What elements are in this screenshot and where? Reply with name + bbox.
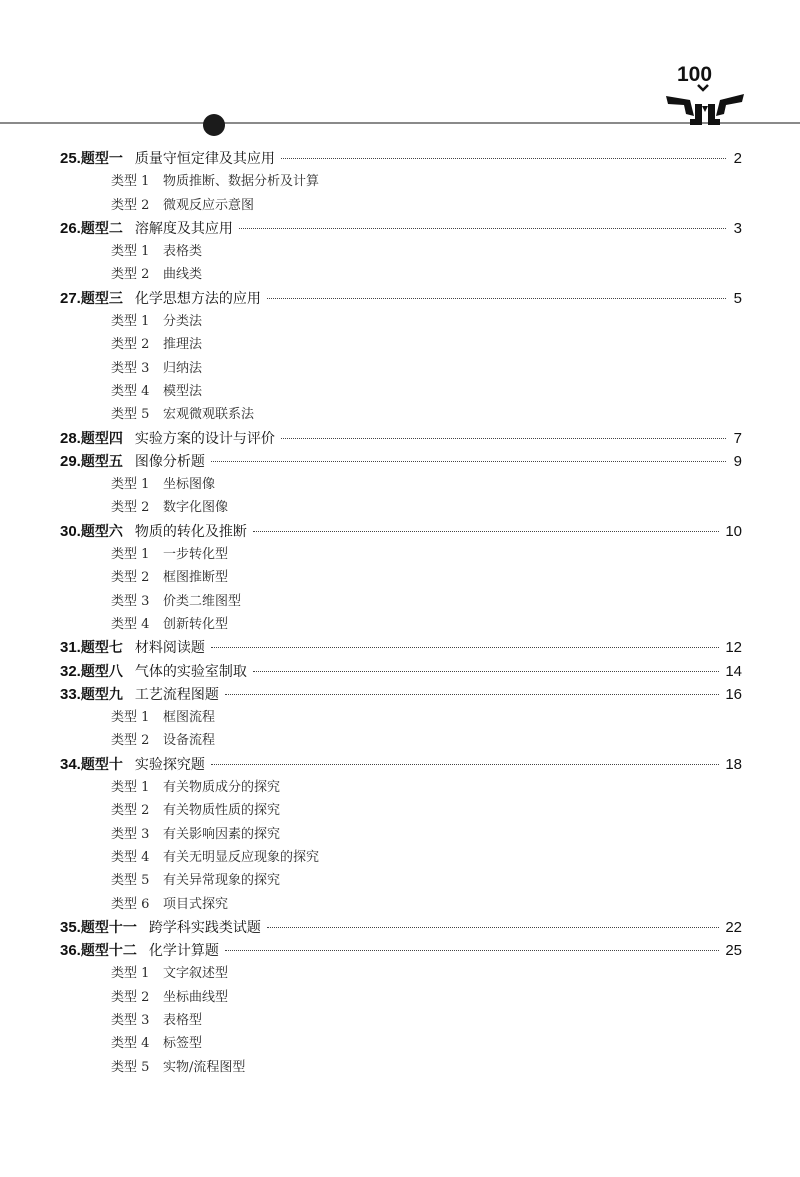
toc-entry-kind: 题型四 [80, 430, 123, 447]
toc-subentry-label: 类型 1 [111, 244, 150, 260]
toc-subentry[interactable] [60, 1032, 742, 1055]
toc-subentry-label: 类型 1 [111, 966, 150, 982]
toc-subentry-title: 数字化图像 [163, 500, 229, 516]
toc-entry-number: 26. [60, 219, 81, 237]
toc-subentry[interactable] [60, 893, 742, 916]
toc-entry-kind: 题型五 [80, 453, 123, 470]
toc-subentry-label: 类型 2 [111, 733, 150, 749]
toc-subentry[interactable] [60, 566, 742, 589]
toc-entry-number: 27. [60, 289, 81, 307]
toc-subentry-title: 设备流程 [163, 733, 216, 749]
toc-subentry-label: 类型 1 [111, 710, 150, 726]
dot-leader [225, 950, 719, 951]
toc-entry[interactable] [60, 660, 742, 683]
toc-subentry[interactable] [60, 333, 742, 356]
toc-entry[interactable] [60, 939, 742, 962]
toc-subentry-label: 类型 2 [111, 803, 150, 819]
toc-entry-title: 化学思想方法的应用 [134, 290, 261, 307]
toc-subentry[interactable] [60, 496, 742, 519]
toc-subentry-title: 框图流程 [163, 710, 216, 726]
dot-leader [253, 671, 719, 672]
toc-subentry[interactable] [60, 823, 742, 846]
toc-subentry-title: 文字叙述型 [163, 966, 229, 982]
toc-entry-number: 33. [60, 685, 81, 703]
dot-leader [225, 694, 719, 695]
dot-leader [211, 461, 726, 462]
toc-subentry-title: 微观反应示意图 [163, 197, 255, 213]
toc-subentry-title: 宏观微观联系法 [163, 407, 255, 423]
toc-entry-page: 7 [733, 429, 742, 447]
toc-entry-number: 32. [60, 662, 81, 680]
toc-subentry-label: 类型 5 [111, 873, 150, 889]
toc-entry-title: 质量守恒定律及其应用 [134, 151, 275, 167]
toc-subentry-title: 框图推断型 [163, 570, 229, 586]
toc-subentry-title: 归纳法 [163, 360, 203, 376]
toc-subentry[interactable] [60, 194, 742, 217]
toc-subentry-title: 实物/流程图型 [163, 1059, 246, 1075]
toc-subentry-label: 类型 4 [111, 849, 150, 865]
toc-subentry-label: 类型 5 [111, 407, 150, 423]
toc-entry[interactable] [60, 520, 742, 543]
toc-subentry-title: 价类二维图型 [163, 593, 242, 609]
toc-entry[interactable] [60, 636, 742, 659]
toc-subentry-title: 标签型 [163, 1036, 203, 1052]
toc-entry-kind: 题型六 [80, 523, 123, 540]
toc-entry[interactable] [60, 683, 742, 706]
toc-entry-title: 实验探究题 [134, 756, 205, 773]
toc-subentry-label: 类型 4 [111, 383, 150, 399]
toc-subentry[interactable] [60, 380, 742, 403]
toc-subentry-title: 分类法 [163, 314, 203, 330]
toc-subentry-label: 类型 2 [111, 197, 150, 213]
toc-subentry[interactable] [60, 986, 742, 1009]
toc-entry-title: 实验方案的设计与评价 [134, 430, 275, 447]
dot-leader [211, 764, 719, 765]
toc-subentry-title: 表格型 [163, 1012, 203, 1028]
toc-subentry-title: 推理法 [163, 337, 203, 353]
dot-leader [267, 298, 726, 299]
toc-subentry[interactable] [60, 357, 742, 380]
toc-entry-page: 3 [733, 219, 742, 237]
toc-subentry-label: 类型 3 [111, 593, 150, 609]
toc-entry-number: 30. [60, 522, 81, 540]
dot-leader [281, 158, 726, 159]
toc-subentry-title: 一步转化型 [163, 547, 229, 563]
toc-subentry-title: 曲线类 [163, 267, 203, 283]
toc-entry-title: 跨学科实践类试题 [148, 919, 261, 936]
toc-subentry[interactable] [60, 776, 742, 799]
table-of-contents [60, 147, 742, 1079]
toc-subentry-title: 坐标图像 [163, 477, 216, 493]
toc-subentry[interactable] [60, 263, 742, 286]
toc-entry-kind: 题型七 [80, 640, 123, 657]
header-dot [203, 114, 225, 136]
toc-subentry[interactable] [60, 706, 742, 729]
toc-subentry-title: 物质推断、数据分析及计算 [163, 174, 320, 190]
toc-subentry[interactable] [60, 869, 742, 892]
toc-subentry-title: 有关无明显反应现象的探究 [163, 849, 320, 865]
toc-entry-page: 5 [733, 289, 742, 307]
toc-subentry-title: 表格类 [163, 244, 203, 260]
toc-entry-kind: 题型八 [80, 663, 123, 680]
toc-entry-title: 图像分析题 [134, 453, 205, 470]
toc-subentry-title: 有关物质成分的探究 [163, 780, 281, 796]
toc-subentry-label: 类型 4 [111, 616, 150, 632]
toc-entry-number: 35. [60, 918, 81, 936]
toc-entry-kind: 题型十二 [80, 943, 137, 960]
toc-entry-title: 化学计算题 [148, 943, 219, 960]
toc-entry-kind: 题型九 [80, 686, 123, 703]
toc-entry-number: 36. [60, 942, 81, 960]
toc-entry-title: 气体的实验室制取 [134, 663, 247, 680]
dot-leader [267, 927, 719, 928]
toc-entry-page: 14 [725, 662, 742, 680]
toc-subentry[interactable] [60, 403, 742, 426]
toc-subentry-title: 有关物质性质的探究 [163, 803, 281, 819]
toc-entry-page: 12 [725, 639, 742, 657]
toc-subentry-label: 类型 2 [111, 500, 150, 516]
toc-subentry-title: 坐标曲线型 [163, 989, 229, 1005]
toc-subentry-title: 有关影响因素的探究 [163, 826, 281, 842]
toc-subentry-label: 类型 3 [111, 360, 150, 376]
toc-entry-title: 材料阅读题 [134, 640, 205, 657]
toc-subentry-label: 类型 5 [111, 1059, 150, 1075]
toc-entry[interactable] [60, 450, 742, 473]
toc-subentry[interactable] [60, 962, 742, 985]
toc-subentry-title: 有关异常现象的探究 [163, 873, 281, 889]
mascot-logo-icon [664, 56, 746, 134]
toc-entry-number: 25. [60, 150, 81, 167]
toc-entry-kind: 题型三 [80, 290, 123, 307]
toc-subentry-title: 项目式探究 [163, 896, 229, 912]
toc-entry[interactable] [60, 287, 742, 310]
dot-leader [239, 228, 726, 229]
toc-subentry[interactable] [60, 799, 742, 822]
toc-subentry-label: 类型 1 [111, 547, 150, 563]
toc-entry[interactable] [60, 427, 742, 450]
toc-subentry-label: 类型 2 [111, 337, 150, 353]
toc-subentry[interactable] [60, 310, 742, 333]
toc-entry-number: 28. [60, 429, 81, 447]
toc-entry-page: 16 [725, 685, 742, 703]
toc-entry-kind: 题型二 [80, 220, 123, 237]
toc-entry-page: 22 [725, 918, 742, 936]
toc-subentry[interactable] [60, 729, 742, 752]
toc-subentry-label: 类型 3 [111, 1012, 150, 1028]
toc-subentry-label: 类型 2 [111, 989, 150, 1005]
toc-subentry-label: 类型 1 [111, 314, 150, 330]
toc-subentry-label: 类型 2 [111, 267, 150, 283]
toc-subentry[interactable] [60, 473, 742, 496]
toc-subentry[interactable] [60, 590, 742, 613]
toc-entry-kind: 题型十一 [80, 919, 137, 936]
toc-subentry[interactable] [60, 240, 742, 263]
toc-subentry[interactable] [60, 846, 742, 869]
toc-entry[interactable] [60, 147, 742, 170]
toc-entry-kind: 题型十 [80, 756, 123, 773]
logo-text: 100 [677, 63, 713, 86]
toc-entry-kind: 题型一 [80, 151, 123, 167]
toc-entry-number: 34. [60, 755, 81, 773]
toc-subentry-title: 创新转化型 [163, 616, 229, 632]
toc-subentry[interactable] [60, 613, 742, 636]
dot-leader [253, 531, 719, 532]
toc-entry-page: 10 [725, 522, 742, 540]
toc-entry[interactable] [60, 217, 742, 240]
toc-subentry-label: 类型 4 [111, 1036, 150, 1052]
toc-entry-number: 29. [60, 452, 81, 470]
toc-entry-number: 31. [60, 639, 81, 657]
toc-subentry[interactable] [60, 543, 742, 566]
toc-subentry-label: 类型 1 [111, 477, 150, 493]
toc-entry-page: 2 [733, 150, 742, 167]
toc-subentry-label: 类型 2 [111, 570, 150, 586]
toc-entry[interactable] [60, 753, 742, 776]
toc-entry-page: 18 [725, 755, 742, 773]
toc-entry-title: 工艺流程图题 [134, 686, 219, 703]
toc-subentry-label: 类型 3 [111, 826, 150, 842]
toc-subentry-label: 类型 6 [111, 896, 150, 912]
toc-subentry-label: 类型 1 [111, 174, 150, 190]
toc-entry-page: 9 [733, 452, 742, 470]
toc-entry-title: 物质的转化及推断 [134, 523, 247, 540]
dot-leader [281, 438, 726, 439]
toc-subentry[interactable] [60, 1056, 742, 1079]
toc-subentry-label: 类型 1 [111, 780, 150, 796]
toc-subentry[interactable] [60, 1009, 742, 1032]
toc-entry[interactable] [60, 916, 742, 939]
toc-entry-title: 溶解度及其应用 [134, 220, 233, 237]
dot-leader [211, 647, 719, 648]
toc-subentry[interactable] [60, 170, 742, 193]
toc-subentry-title: 模型法 [163, 383, 203, 399]
toc-entry-page: 25 [725, 942, 742, 960]
